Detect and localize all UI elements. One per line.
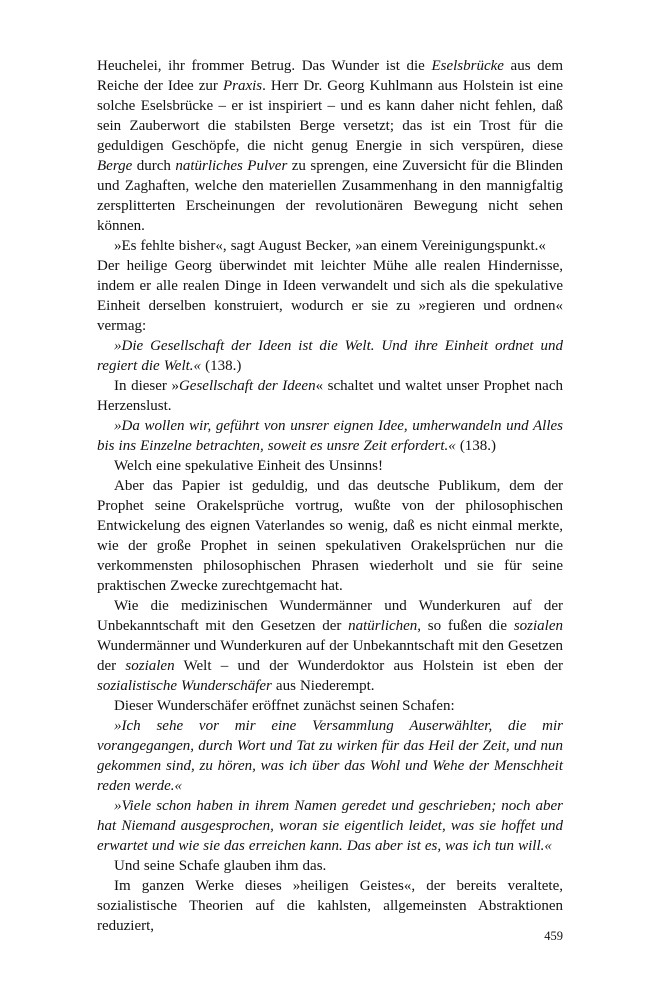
text-segment: aus Niederempt. [271,678,375,694]
page-number: 459 [544,929,563,943]
paragraph [97,56,563,236]
text-segment: zu sprengen, eine Zuversicht für die Blinden und Zaghaften, welche den materiellen Zusammenhang in den mannigfaltig zersplitterten Erscheinungen der revolutionären Bewegung nicht sehen können. [97,158,563,234]
paragraph [97,376,563,416]
italic-text-segment: Praxis [222,78,263,94]
text-segment: Welch eine spekulative Einheit des Unsinns! [114,458,383,474]
text-segment: Wundermänner und Wunderkuren auf der Unbekanntschaft mit den Gesetzen der [97,638,563,674]
paragraph [97,596,563,696]
paragraph [97,716,563,796]
italic-text-segment: »Da wollen wir, geführt von unsrer eignen Idee, umherwandeln und Alles bis ins Einzelne betrachten, soweit es unsre Zeit erfordert.« [97,418,563,454]
italic-text-segment: »Viele schon haben in ihrem Namen geredet und geschrieben; noch aber hat Niemand ausgesprochen, woran sie eigentlich leidet, was sie hoffet und erwartet und wie sie das erreichen kann. Das aber ist es, was ich tun will.« [97,798,563,854]
italic-text-segment: sozialistische Wunderschäfer [97,678,272,694]
body-text [97,56,563,936]
paragraph [97,476,563,596]
text-segment: Und seine Schafe glauben ihm das. [114,858,327,874]
text-segment: Der heilige Georg überwindet mit leichter Mühe alle realen Hindernisse, indem er alle realen Dinge in Ideen verwandelt und sich als die spekulative Einheit derselben konstruiert, wodurch er sie zu »regieren und ordnen« vermag: [97,258,563,334]
text-segment: Dieser Wunderschäfer eröffnet zunächst seinen Schafen: [114,698,455,714]
text-segment: Im ganzen Werke dieses »heiligen Geistes«, der bereits veraltete, sozialistische Theorien auf die kahlsten, allgemeinsten Abstraktionen reduziert, [97,878,563,934]
paragraph [97,856,563,876]
italic-text-segment: natürlichen [348,618,418,634]
text-segment: Wie die medizinischen Wundermänner und Wunderkuren auf der Unbekanntschaft mit den Gesetzen der [97,598,563,634]
text-segment: , so fußen die [417,618,514,634]
paragraph [97,256,563,336]
text-segment: durch [132,158,176,174]
paragraph [97,236,563,256]
paragraph [97,696,563,716]
italic-text-segment: Eselsbrücke [431,58,504,74]
paragraph [97,336,563,376]
text-segment: »Es fehlte bisher«, sagt August Becker, »an einem Vereinigungspunkt.« [114,238,546,254]
italic-text-segment: Berge [97,158,133,174]
text-segment: aus dem Reiche der Idee zur [97,58,563,94]
italic-text-segment: sozialen [125,658,175,674]
italic-text-segment: Gesellschaft der Ideen [178,378,316,394]
paragraph [97,456,563,476]
text-segment: In dieser » [114,378,179,394]
text-segment: Aber das Papier ist geduldig, und das deutsche Publikum, dem der Prophet seine Orakelsprüche vortrug, wußte von der philosophischen Entwickelung des eignen Vaterlandes so wenig, daß es nicht einmal merkte, wie der große Prophet in seinen spekulativen Orakelsprüchen nur die verkommensten philosophischen Phrasen wiederholt und sie für seine praktischen Zwecke zurechtgemacht hat. [97,478,563,594]
text-segment: Heuchelei, ihr frommer Betrug. Das Wunder ist die [97,58,432,74]
paragraph [97,876,563,936]
paragraph [97,416,563,456]
italic-text-segment: »Ich sehe vor mir eine Versammlung Auserwählter, die mir vorangegangen, durch Wort und Tat zu wirken für das Heil der Zeit, und nun gekommen sind, zu hören, was ich über das Wohl und Wehe der Menschheit reden werde.« [97,718,563,794]
italic-text-segment: natürliches Pulver [175,158,288,174]
text-segment: (138.) [455,438,497,454]
text-segment: « schaltet und waltet unser Prophet nach Herzenslust. [97,378,563,414]
italic-text-segment: »Die Gesellschaft der Ideen ist die Welt. Und ihre Einheit ordnet und regiert die Welt.« [97,338,563,374]
italic-text-segment: sozialen [513,618,564,634]
paragraph [97,796,563,856]
text-segment: Welt – und der Wunderdoktor aus Holstein ist eben der [174,658,563,674]
text-segment: . Herr Dr. Georg Kuhlmann aus Holstein ist eine solche Eselsbrücke – er ist inspiriert – und es kann daher nicht fehlen, daß sein Zauberwort die stabilsten Berge versetzt; das ist ein Trost für die geduldigen Geschöpfe, die nicht genug Energie in sich verspüren, diese [97,78,563,154]
text-segment: (138.) [201,358,242,374]
